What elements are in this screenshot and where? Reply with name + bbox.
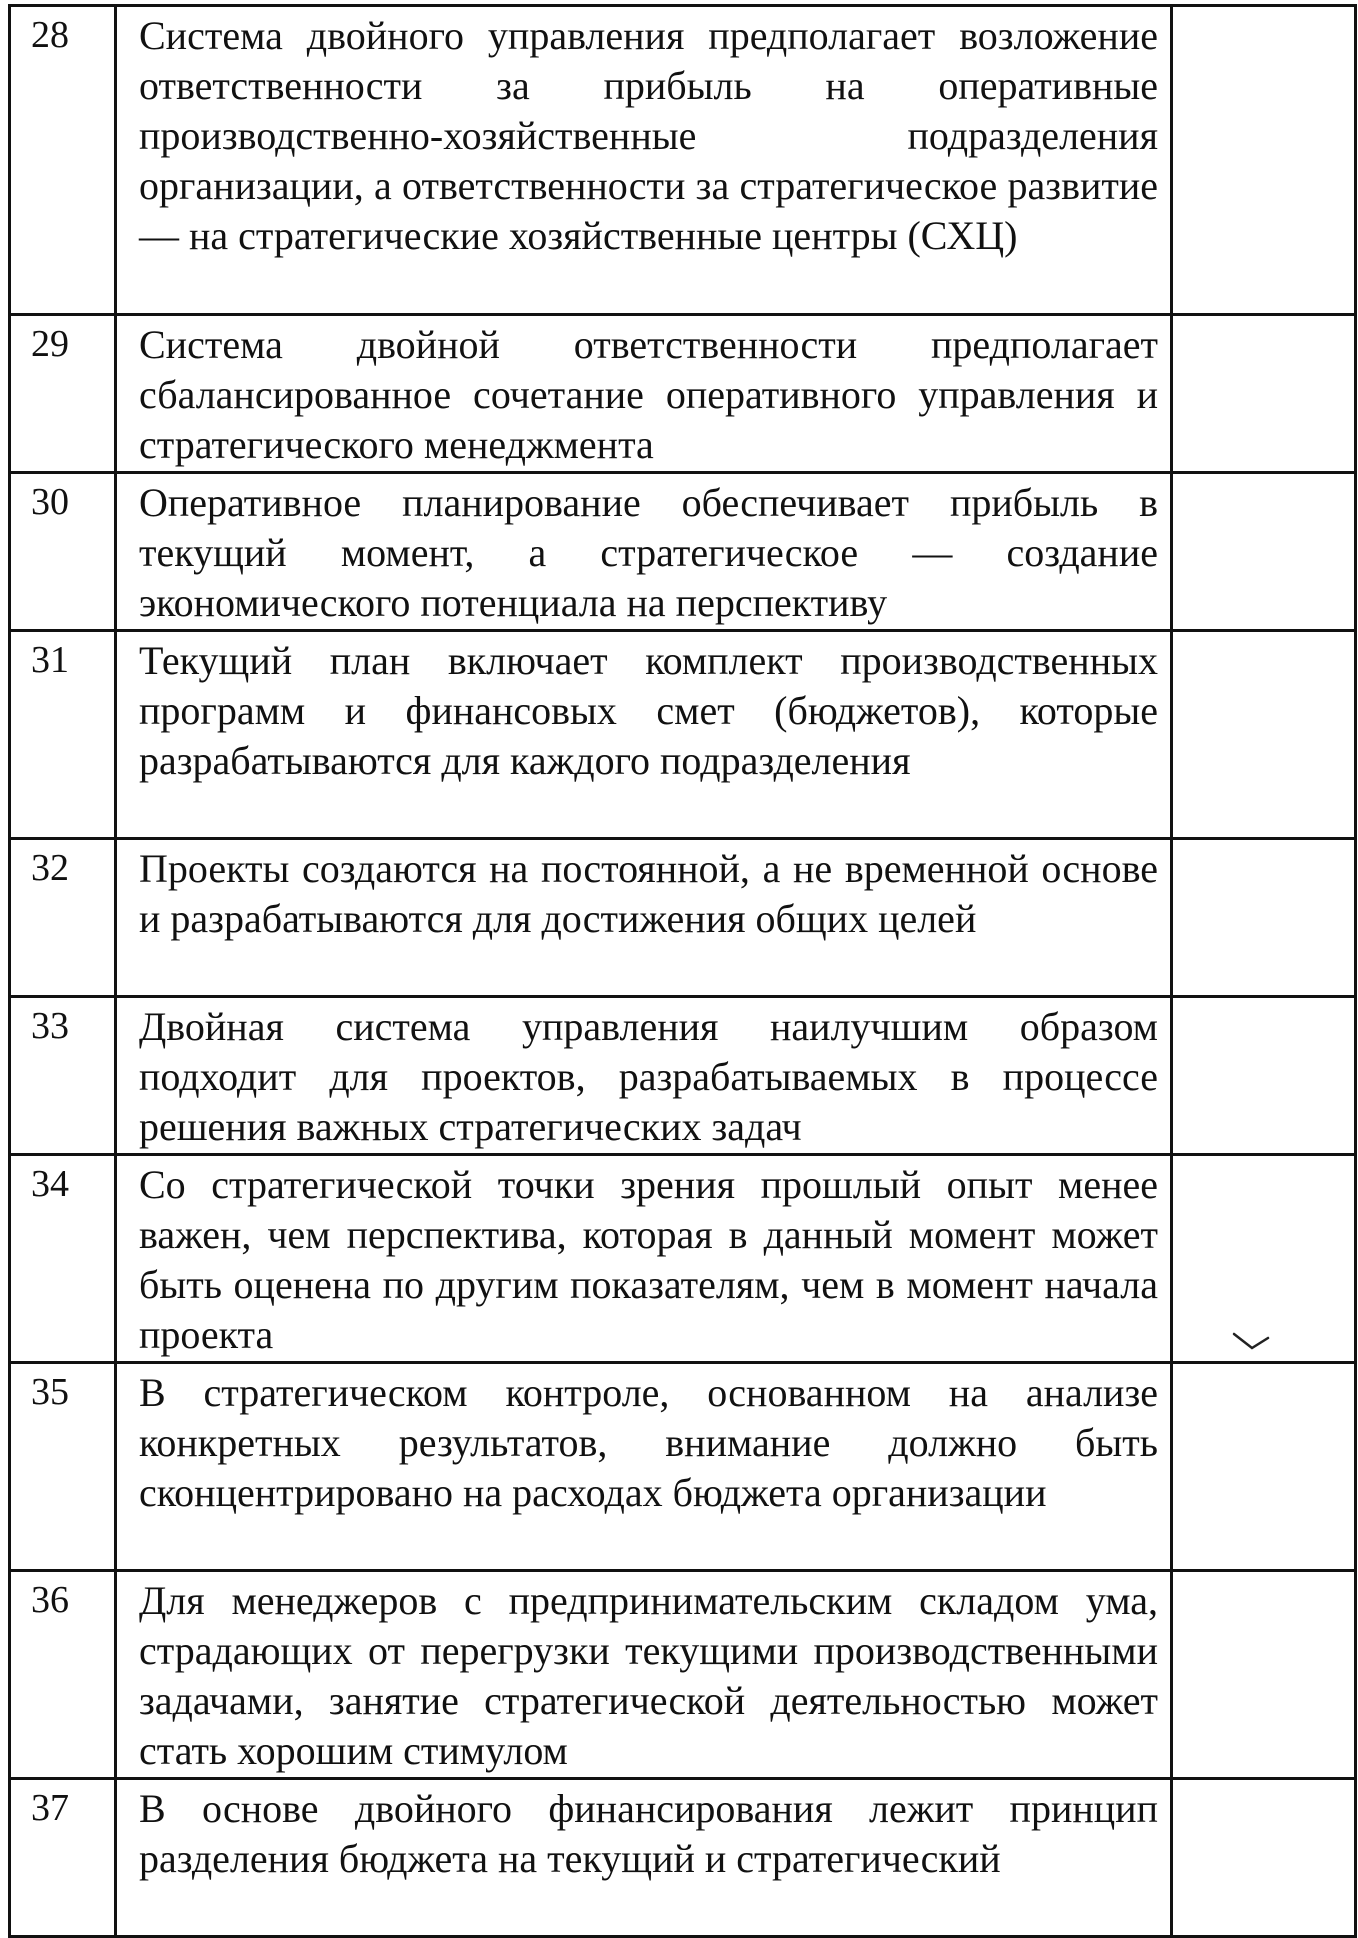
answer-cell[interactable] [1172,1571,1356,1779]
statement-text: Система двойной ответственности предполагает сбалансированное сочетание оперативного управления и стратегического менеджмента [116,315,1172,473]
row-number: 30 [10,473,116,631]
row-number: 35 [10,1363,116,1571]
table-row [10,839,1356,997]
row-number: 34 [10,1155,116,1363]
row-number: 36 [10,1571,116,1779]
statements-table [8,4,1357,1938]
answer-cell[interactable] [1172,631,1356,839]
table-row [10,1571,1356,1779]
statement-text: В стратегическом контроле, основанном на анализе конкретных результатов, внимание должно быть сконцентрировано на расходах бюджета организации [116,1363,1172,1571]
statement-text: Со стратегической точки зрения прошлый опыт менее важен, чем перспектива, которая в данный момент может быть оценена по другим показателям, чем в момент начала проекта [116,1155,1172,1363]
table-row [10,6,1356,315]
table-row [10,315,1356,473]
row-number: 28 [10,6,116,315]
row-number: 37 [10,1779,116,1937]
table-row [10,631,1356,839]
statement-text: Система двойного управления предполагает возложение ответственности за прибыль на оперативные производственно-хозяйственные подразделения организации, а ответственности за стратегическое развитие — на стратегические хозяйственные центры (СХЦ) [116,6,1172,315]
statement-text: Оперативное планирование обеспечивает прибыль в текущий момент, а стратегическое — создание экономического потенциала на перспективу [116,473,1172,631]
pencil-tick-mark [1232,1326,1272,1356]
answer-cell[interactable] [1172,315,1356,473]
answer-cell[interactable] [1172,997,1356,1155]
table-row [10,997,1356,1155]
answer-cell[interactable] [1172,1363,1356,1571]
statement-text: В основе двойного финансирования лежит принцип разделения бюджета на текущий и стратегический [116,1779,1172,1937]
answer-cell[interactable] [1172,473,1356,631]
answer-cell[interactable] [1172,839,1356,997]
row-number: 31 [10,631,116,839]
answer-cell[interactable] [1172,6,1356,315]
table-row [10,1779,1356,1937]
row-number: 29 [10,315,116,473]
statement-text: Текущий план включает комплект производственных программ и финансовых смет (бюджетов), которые разрабатываются для каждого подразделения [116,631,1172,839]
row-number: 33 [10,997,116,1155]
statement-text: Для менеджеров с предпринимательским складом ума, страдающих от перегрузки текущими производственными задачами, занятие стратегической деятельностью может стать хорошим стимулом [116,1571,1172,1779]
answer-cell[interactable] [1172,1779,1356,1937]
statement-text: Двойная система управления наилучшим образом подходит для проектов, разрабатываемых в процессе решения важных стратегических задач [116,997,1172,1155]
row-number: 32 [10,839,116,997]
table-row [10,473,1356,631]
table-row [10,1155,1356,1363]
statement-text: Проекты создаются на постоянной, а не временной основе и разрабатываются для достижения общих целей [116,839,1172,997]
table-row [10,1363,1356,1571]
